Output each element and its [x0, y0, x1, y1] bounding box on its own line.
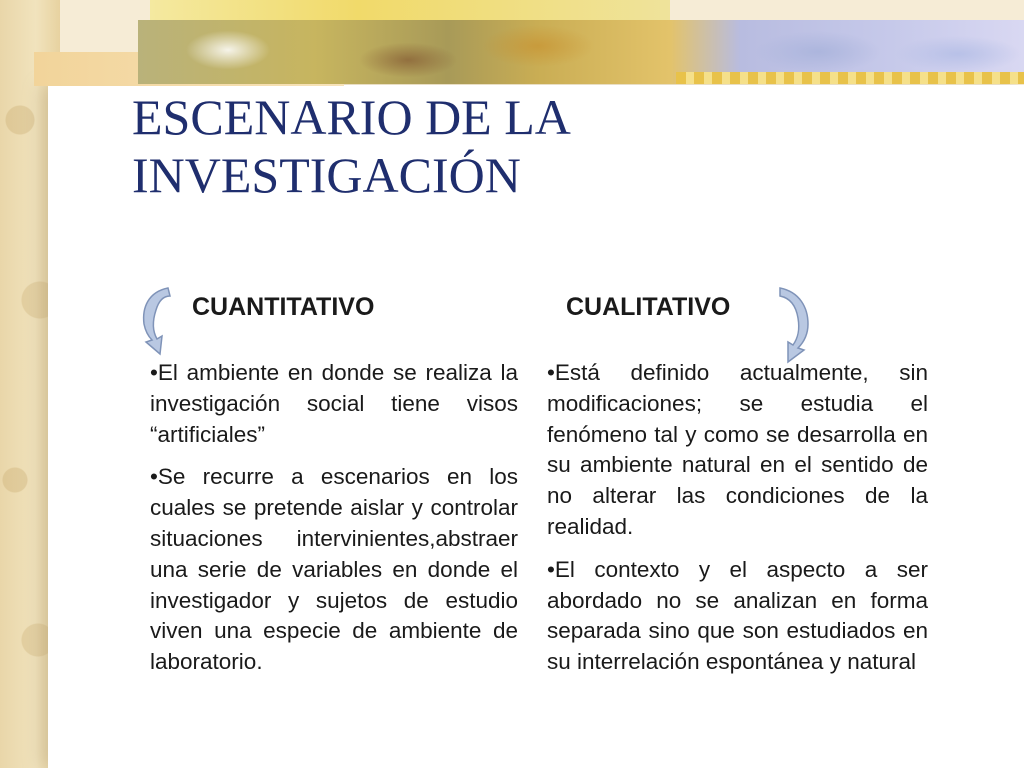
slide-title	[132, 88, 832, 204]
curved-arrow-right-icon	[776, 286, 814, 364]
banner-stripe	[676, 72, 1024, 84]
title-line-2: INVESTIGACIÓN	[132, 147, 521, 203]
heading-cuantitativo: CUANTITATIVO	[192, 293, 375, 321]
bullet-item: •El ambiente en donde se realiza la investigación social tiene visos “artificiales”	[150, 360, 518, 447]
column-cuantitativo	[150, 358, 518, 690]
curved-arrow-left-icon	[138, 286, 172, 356]
bullet-item: •El contexto y el aspecto a ser abordado no se analizan en forma separada sino que son estudiados en su interrelación espontánea y natural	[547, 556, 928, 675]
bullet-item: •Se recurre a escenarios en los cuales se pretende aislar y controlar situaciones intervinientes,abstraer una serie de variables en donde el investigador y sujetos de estudio viven una especie de ambiente de laboratorio.	[150, 464, 518, 675]
heading-cualitativo: CUALITATIVO	[566, 293, 731, 321]
banner-highlight	[150, 0, 670, 22]
title-line-1: ESCENARIO DE LA	[132, 89, 571, 145]
bullet-item: •Está definido actualmente, sin modificaciones; se estudia el fenómeno tal y como se desarrolla en su ambiente natural en el sentido de no alterar las condiciones de la realidad.	[547, 360, 928, 539]
column-cualitativo	[547, 358, 928, 690]
